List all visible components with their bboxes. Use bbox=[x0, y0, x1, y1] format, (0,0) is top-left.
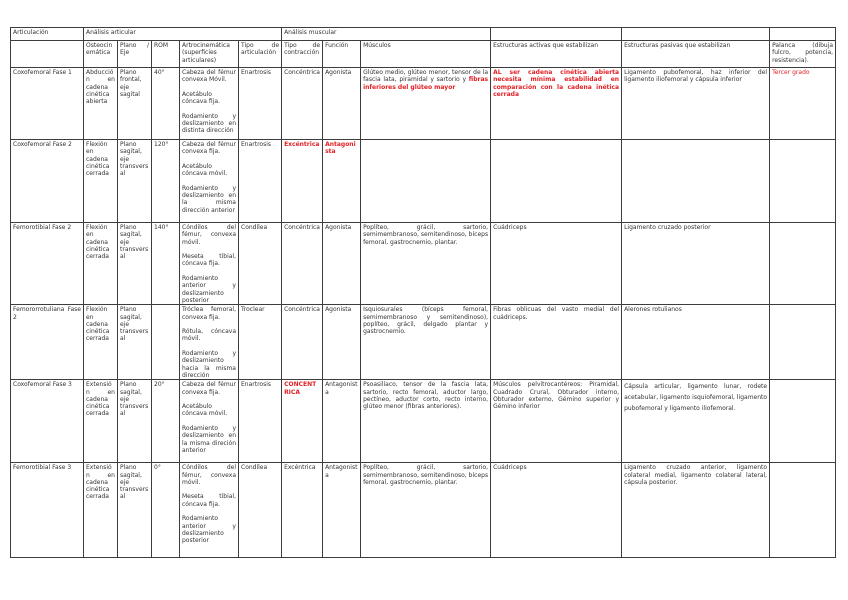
articulacion-cell: Coxofemoral Fase 3 bbox=[11, 380, 84, 463]
estructuras-pasivas-cell: Alerones rotulianos bbox=[622, 305, 770, 380]
palanca-cell bbox=[770, 463, 836, 558]
musculos-cell: Psoasilíaco, tensor de la fascia lata, sartorio, recto femoral, aductor largo, pectíneo, aductor corto, recto interno, glúteo menor (fibras anteriores). bbox=[361, 380, 491, 463]
estructuras-pasivas-cell bbox=[622, 140, 770, 223]
artrocinematica-header: Artrocinemática (superficies articulares) bbox=[180, 41, 239, 68]
articulacion-header: Articulación bbox=[11, 28, 84, 41]
tipo-contraccion-cell: Concéntrica bbox=[282, 68, 323, 140]
plano-eje-cell: Plano sagital, eje transversal bbox=[118, 140, 152, 223]
artrocinematica-paragraph: Cóndilos del fémur, convexa móvil. bbox=[182, 464, 236, 486]
estructuras-activas-cell: Músculos pelvitrocantéreos: Piramidal, Cuadrado Crural, Obturador interno, Obturador externo, Gémino superior y Gémino inferior bbox=[491, 380, 622, 463]
analisis-muscular-header: Análisis muscular bbox=[282, 28, 491, 41]
empty-header-cell bbox=[770, 28, 836, 41]
artrocinematica-paragraph: Rótula, cóncava móvil. bbox=[182, 328, 236, 343]
artrocinematica-paragraph: Cabeza del fémur convexa fija. bbox=[182, 141, 236, 156]
rom-cell: 0° bbox=[152, 463, 180, 558]
artrocinematica-paragraph: Meseta tibial, cóncava fija. bbox=[182, 493, 236, 508]
analisis-articular-header: Análisis articular bbox=[84, 28, 282, 41]
artrocinematica-paragraph: Meseta tibial, cóncava fija. bbox=[182, 253, 236, 268]
tipo-contraccion-cell: Excéntrica bbox=[282, 463, 323, 558]
column-header-row bbox=[11, 41, 836, 68]
funcion-cell: Agonista bbox=[323, 305, 361, 380]
plano-eje-cell: Plano sagital, eje transversal bbox=[118, 223, 152, 305]
empty-header-cell bbox=[622, 28, 770, 41]
osteocinematica-cell: Flexión en cadena cinética cerrada bbox=[84, 305, 118, 380]
tipo-articulacion-cell: Enartrosis bbox=[239, 140, 282, 223]
artrocinematica-paragraph: Rodamiento anterior y deslizamiento posterior bbox=[182, 275, 236, 304]
articulacion-cell: Femorotibial Fase 3 bbox=[11, 463, 84, 558]
tipo-articulacion-cell: Condílea bbox=[239, 223, 282, 305]
artrocinematica-paragraph: Rodamiento y deslizamiento en la misma dirección anterior bbox=[182, 184, 236, 214]
artrocinematica-paragraph: Rodamiento y deslizamiento en la misma direción anterior bbox=[182, 425, 236, 454]
artrocinematica-paragraph: Rodamiento anterior y deslizamiento posterior bbox=[182, 515, 236, 545]
articulacion-cell: Coxofemoral Fase 1 bbox=[11, 68, 84, 140]
tipo-articulacion-header: Tipo de articulación bbox=[239, 41, 282, 68]
artrocinematica-paragraph: Cabeza del fémur convexa fija. bbox=[182, 381, 236, 396]
musculos-header: Músculos bbox=[361, 41, 491, 68]
musculos-text: Glúteo medio, glúteo menor, tensor de la fascia lata, piramidal y sartorio y bbox=[363, 69, 489, 84]
estructuras-activas-cell: Fibras oblicuas del vasto medial del cuádriceps. bbox=[491, 305, 622, 380]
artrocinematica-paragraph: Rodamiento y deslizamiento hacia la misma dirección bbox=[182, 350, 236, 379]
plano-eje-cell: Plano sagital, eje transversal bbox=[118, 305, 152, 380]
estructuras-pasivas-cell: Ligamento cruzado posterior bbox=[622, 223, 770, 305]
articulacion-cell: Coxofemoral Fase 2 bbox=[11, 140, 84, 223]
rom-cell: 140° bbox=[152, 223, 180, 305]
osteocinematica-cell: Flexión en cadena cinética cerrada bbox=[84, 223, 118, 305]
rom-cell: 20° bbox=[152, 380, 180, 463]
estructuras-activas-header: Estructuras activas que estabilizan bbox=[491, 41, 622, 68]
artrocinematica-paragraph: Cabeza del fémur convexa Móvil. bbox=[182, 69, 236, 84]
plano-eje-cell: Plano sagital, eje transversal bbox=[118, 463, 152, 558]
artrocinematica-cell bbox=[180, 223, 239, 305]
osteocinematica-cell: Extensión en cadena cinética cerrada bbox=[84, 463, 118, 558]
plano-eje-header: Plano / Eje bbox=[118, 41, 152, 68]
plano-eje-cell: Plano sagital, eje transversal bbox=[118, 380, 152, 463]
rom-cell bbox=[152, 305, 180, 380]
artrocinematica-cell bbox=[180, 463, 239, 558]
artrocinematica-cell bbox=[180, 68, 239, 140]
palanca-cell bbox=[770, 223, 836, 305]
artrocinematica-cell bbox=[180, 305, 239, 380]
articulacion-cell: Femorotibial Fase 2 bbox=[11, 223, 84, 305]
artrocinematica-paragraph: Tróclea femoral, convexa fija. bbox=[182, 306, 236, 321]
funcion-cell: Antagonista bbox=[323, 380, 361, 463]
artrocinematica-paragraph: Acetábulo cóncava móvil. bbox=[182, 162, 228, 178]
plano-eje-cell: Plano frontal, eje sagital bbox=[118, 68, 152, 140]
musculos-cell bbox=[361, 68, 491, 140]
musculos-cell: Isquiosurales (bíceps femoral, semimembranoso y semitendinoso), poplíteo, grácil, delgado plantar y gastrocnemio. bbox=[361, 305, 491, 380]
palanca-header: Palanca (dibuja fulcro, potencia, resistencia). bbox=[770, 41, 836, 68]
palanca-cell bbox=[770, 380, 836, 463]
osteocinematica-cell: Flexión en cadena cinética cerrada bbox=[84, 140, 118, 223]
estructuras-activas-cell: Cuádriceps bbox=[491, 463, 622, 558]
musculos-cell: Poplíteo, grácil, sartorio, semimembranoso, semitendinoso, bíceps femoral, gastrocnemio, plantar. bbox=[361, 463, 491, 558]
tipo-articulacion-cell: Condílea bbox=[239, 463, 282, 558]
rom-cell: 120° bbox=[152, 140, 180, 223]
rom-cell: 40° bbox=[152, 68, 180, 140]
row-coxofemoral-fase-1 bbox=[11, 68, 836, 140]
row-femorotibial-fase-3 bbox=[11, 463, 836, 558]
row-femororrotuliana-fase-2 bbox=[11, 305, 836, 380]
funcion-header: Función bbox=[323, 41, 361, 68]
osteocinematica-cell: Extensión en cadena cinética cerrada bbox=[84, 380, 118, 463]
artrocinematica-cell bbox=[180, 380, 239, 463]
row-coxofemoral-fase-3 bbox=[11, 380, 836, 463]
estructuras-pasivas-cell: Ligamento cruzado anterior, ligamento colateral medial, ligamento colateral lateral, cápsula posterior. bbox=[622, 463, 770, 558]
articulacion-cell: Femororrotuliana Fase 2 bbox=[11, 305, 84, 380]
row-coxofemoral-fase-2 bbox=[11, 140, 836, 223]
funcion-cell: Agonista bbox=[323, 223, 361, 305]
estructuras-pasivas-cell: Cápsula articular, ligamento lunar, rodete acetabular, ligamento isquiofemoral, ligamento pubofemoral y ligamento iliofemoral. bbox=[622, 380, 770, 463]
artrocinematica-paragraph: Acetábulo cóncava fija. bbox=[182, 90, 220, 106]
palanca-cell bbox=[770, 305, 836, 380]
tipo-articulacion-cell: Enartrosis bbox=[239, 68, 282, 140]
empty-header-cell bbox=[491, 28, 622, 41]
estructuras-activas-cell: Cuádriceps bbox=[491, 223, 622, 305]
tipo-contraccion-cell: Concéntrica bbox=[282, 223, 323, 305]
tipo-contraccion-cell: Concéntrica bbox=[282, 305, 323, 380]
musculos-cell: Poplíteo, grácil, sartorio, semimembranoso, semitendinoso, bíceps femoral, gastrocnemio, plantar. bbox=[361, 223, 491, 305]
musculos-cell bbox=[361, 140, 491, 223]
funcion-cell: Agonista bbox=[323, 68, 361, 140]
artrocinematica-paragraph: Acetábulo cóncava móvil. bbox=[182, 403, 228, 418]
artrocinematica-cell bbox=[180, 140, 239, 223]
palanca-cell: Tercer grado bbox=[770, 68, 836, 140]
group-header-row bbox=[11, 28, 836, 41]
palanca-cell bbox=[770, 140, 836, 223]
funcion-cell: Antagonista bbox=[323, 140, 361, 223]
tipo-contraccion-cell: CONCENTRICA bbox=[282, 380, 323, 463]
rom-header: ROM bbox=[152, 41, 180, 68]
musculos-highlight: fibras inferiores del glúteo mayor bbox=[363, 76, 489, 91]
tipo-contraccion-header: Tipo de contracción bbox=[282, 41, 323, 68]
estructuras-pasivas-header: Estructuras pasivas que estabilizan bbox=[622, 41, 770, 68]
osteocinematica-cell: Abducción en cadena cinética abierta bbox=[84, 68, 118, 140]
tipo-articulacion-cell: Troclear bbox=[239, 305, 282, 380]
estructuras-activas-cell: AL ser cadena cinética abierta necesita mínima estabilidad en comparación con la cadena inética cerrada bbox=[491, 68, 622, 140]
osteocinematica-header: Osteocinemática bbox=[84, 41, 118, 68]
artrocinematica-paragraph: Rodamiento y deslizamiento en distinta dirección bbox=[182, 112, 236, 135]
tipo-articulacion-cell: Enartrosis bbox=[239, 380, 282, 463]
analysis-table bbox=[10, 27, 836, 558]
artrocinematica-paragraph: Cóndilos del fémur, convexa móvil. bbox=[182, 224, 236, 246]
estructuras-pasivas-cell: Ligamento pubofemoral, haz inferior del ligamento iliofemoral y cápsula inferior bbox=[622, 68, 770, 140]
row-femorotibial-fase-2 bbox=[11, 223, 836, 305]
funcion-cell: Antagonista bbox=[323, 463, 361, 558]
estructuras-activas-cell bbox=[491, 140, 622, 223]
empty-header-cell bbox=[11, 41, 84, 68]
tipo-contraccion-cell: Excéntrica bbox=[282, 140, 323, 223]
